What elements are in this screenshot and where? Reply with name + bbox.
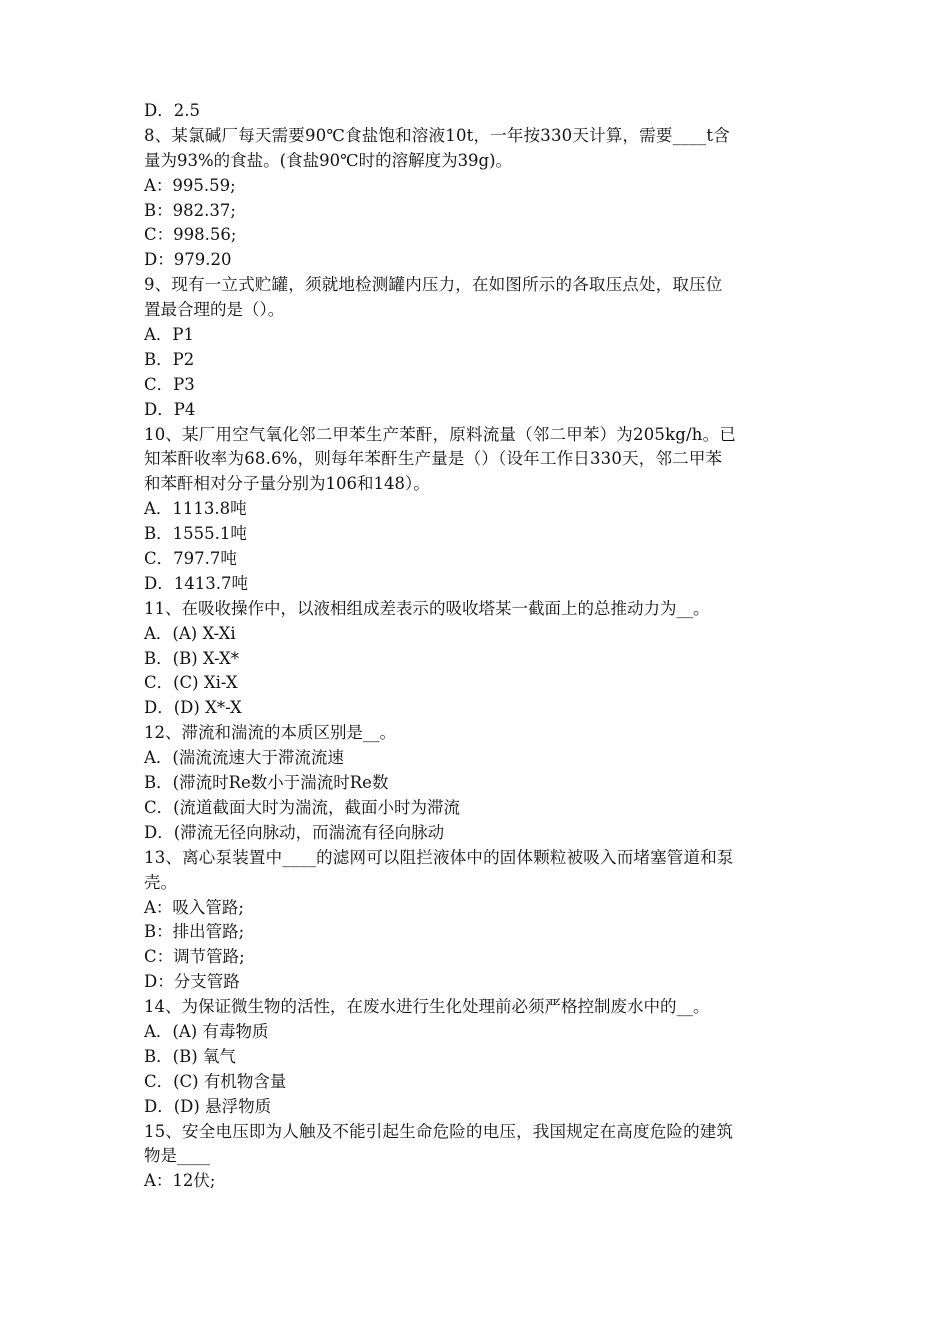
question-8-line-1: 8、某氯碱厂每天需要90℃食盐饱和溶液10t，一年按330天计算，需要____t含 [144, 125, 730, 145]
text-line: D．2.5 [144, 101, 200, 120]
option-line: C．(流道截面大时为湍流，截面小时为滞流 [144, 797, 461, 817]
option-line: D．(D) X*-X [144, 698, 242, 718]
question-8-line-2: 量为93%的食盐。(食盐90℃时的溶解度为39g)。 [144, 150, 513, 170]
option-line: A．(A) 有毒物质 [144, 1021, 269, 1041]
option-line: D．(D) 悬浮物质 [144, 1096, 272, 1116]
question-9-line-2: 置最合理的是（）。 [144, 300, 285, 320]
option-line: A．(A) X-Xi [144, 623, 236, 643]
question-13-line-1: 13、离心泵装置中____的滤网可以阻拦液体中的固体颗粒被吸入而堵塞管道和泵 [144, 847, 734, 867]
option-line: C．P3 [144, 374, 195, 394]
question-9-line-1: 9、现有一立式贮罐，须就地检测罐内压力，在如图所示的各取压点处，取压位 [144, 275, 723, 295]
question-10-line-1: 10、某厂用空气氧化邻二甲苯生产苯酐，原料流量（邻二甲苯）为205kg/h。已 [144, 424, 737, 444]
question-14-line-1: 14、为保证微生物的活性，在废水进行生化处理前必须严格控制废水中的__。 [144, 997, 710, 1017]
option-line: A：995.59; [144, 175, 236, 195]
option-line: B：982.37; [144, 200, 236, 220]
option-line: C．(C) 有机物含量 [144, 1071, 287, 1091]
option-line: D．1413.7吨 [144, 573, 248, 593]
option-line: A：吸入管路; [144, 897, 244, 917]
option-line: A．(湍流流速大于滞流流速 [144, 748, 344, 768]
option-line: B．1555.1吨 [144, 524, 247, 544]
document-page [144, 99, 808, 1194]
option-line: A：12伏; [144, 1171, 216, 1191]
question-10-line-2: 知苯酐收率为68.6%，则每年苯酐生产量是（）（设年工作日330天，邻二甲苯 [144, 449, 723, 469]
option-line: A．1113.8吨 [144, 499, 247, 519]
option-line: A．P1 [144, 325, 195, 345]
option-line: B．(B) X-X* [144, 648, 240, 668]
option-line: D．P4 [144, 399, 196, 419]
question-11-line-1: 11、在吸收操作中，以液相组成差表示的吸收塔某一截面上的总推动力为__。 [144, 598, 710, 618]
option-line: C．(C) Xi-X [144, 673, 238, 693]
question-15-line-2: 物是____ [144, 1146, 210, 1166]
option-line: C：998.56; [144, 225, 237, 245]
option-line: B：排出管路; [144, 922, 245, 942]
option-line: C：调节管路; [144, 947, 245, 967]
question-12-line-1: 12、滞流和湍流的本质区别是__。 [144, 723, 396, 743]
option-line: C．797.7吨 [144, 549, 237, 569]
option-line: D：分支管路 [144, 972, 240, 992]
question-10-line-3: 和苯酐相对分子量分别为106和148）。 [144, 474, 430, 494]
option-line: D．(滞流无径向脉动，而湍流有径向脉动 [144, 822, 445, 842]
option-line: B．(B) 氧气 [144, 1046, 236, 1066]
question-13-line-2: 壳。 [144, 872, 177, 892]
option-line: B．P2 [144, 349, 195, 369]
option-line: D：979.20 [144, 250, 232, 270]
question-15-line-1: 15、安全电压即为人触及不能引起生命危险的电压，我国规定在高度危险的建筑 [144, 1121, 734, 1141]
option-line: B．(滞流时Re数小于湍流时Re数 [144, 773, 389, 793]
